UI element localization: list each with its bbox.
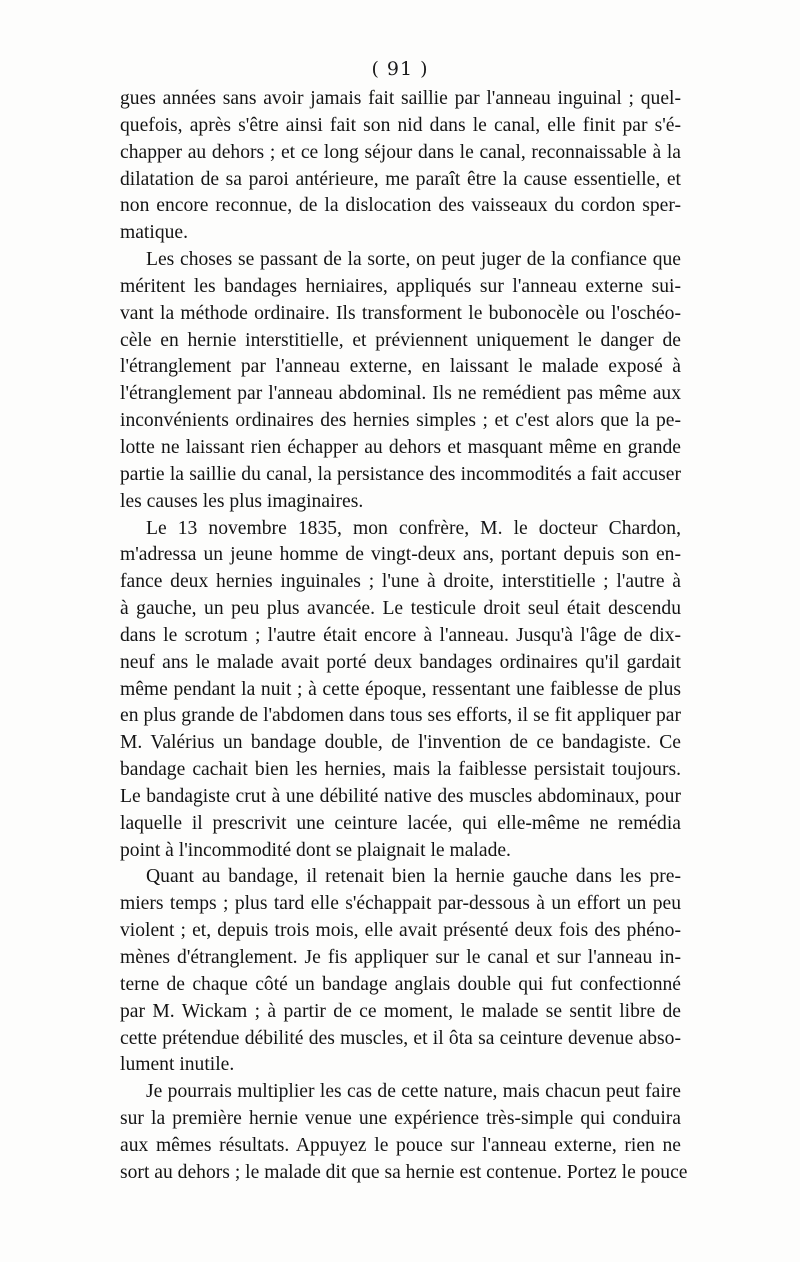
text-line: Quant au bandage, il retenait bien la hernie gauche dans les pre- xyxy=(146,866,681,888)
text-line: mènes d'étranglement. Je fis appliquer sur le canal et sur l'anneau in- xyxy=(120,947,681,968)
paragraph xyxy=(120,86,681,247)
text-line: méritent les bandages herniaires, appliqués sur l'anneau externe sui- xyxy=(120,275,681,297)
text-line: neuf ans le malade avait porté deux bandages ordinaires qu'il gardait xyxy=(120,651,681,673)
text-line: sur la première hernie venue une expérience très-simple qui conduira xyxy=(120,1108,681,1130)
text-line: l'étranglement par l'anneau abdominal. Ils ne remédient pas même aux xyxy=(120,383,681,405)
text-line: sort au dehors ; le malade dit que sa hernie est contenue. Portez le pouce xyxy=(120,1161,688,1183)
text-line: même pendant la nuit ; à cette époque, ressentant une faiblesse de plus xyxy=(120,678,681,700)
text-line: cette prétendue débilité des muscles, et il ôta sa ceinture devenue abso- xyxy=(120,1027,681,1049)
text-line: miers temps ; plus tard elle s'échappait par-dessous à un effort un peu xyxy=(120,893,681,915)
text-line: Le 13 novembre 1835, mon confrère, M. le docteur Chardon, xyxy=(146,517,681,539)
text-line: lument inutile. xyxy=(120,1054,235,1076)
text-line: fance deux hernies inguinales ; l'une à droite, interstitielle ; l'autre à xyxy=(120,571,681,593)
text-line: terne de chaque côté un bandage anglais double qui fut confectionné xyxy=(120,973,681,995)
text-line: violent ; et, depuis trois mois, elle avait présenté deux fois des phéno- xyxy=(120,920,681,942)
paragraph xyxy=(120,1079,688,1186)
paragraph xyxy=(120,516,681,865)
text-line: matique. xyxy=(120,222,189,244)
text-line: partie la saillie du canal, la persistance des incommodités a fait accuser xyxy=(120,463,681,485)
text-line: inconvénients ordinaires des hernies simples ; et c'est alors que la pe- xyxy=(120,410,681,432)
text-line: chapper au dehors ; et ce long séjour dans le canal, reconnaissable à la xyxy=(120,141,681,163)
text-line: m'adressa un jeune homme de vingt-deux ans, portant depuis son en- xyxy=(120,544,681,566)
text-line: bandage cachait bien les hernies, mais la faiblesse persistait toujours. xyxy=(120,759,681,781)
text-line: en plus grande de l'abdomen dans tous ses efforts, il se fit appliquer par xyxy=(120,705,681,727)
text-line: cèle en hernie interstitielle, et préviennent uniquement le danger de xyxy=(120,329,681,351)
text-line: Le bandagiste crut à une débilité native des muscles abdominaux, pour xyxy=(120,785,681,807)
text-line: l'étranglement par l'anneau externe, en laissant le malade exposé à xyxy=(120,356,681,378)
page-number: ( 91 ) xyxy=(371,58,429,80)
text-line: par M. Wickam ; à partir de ce moment, le malade se sentit libre de xyxy=(120,1000,681,1022)
text-line: laquelle il prescrivit une ceinture lacée, qui elle-même ne remédia xyxy=(120,812,681,834)
body-text xyxy=(120,86,688,1187)
text-line: point à l'incommodité dont se plaignait le malade. xyxy=(120,839,511,861)
paragraph xyxy=(120,864,681,1079)
text-line: aux mêmes résultats. Appuyez le pouce sur l'anneau externe, rien ne xyxy=(120,1134,681,1156)
text-line: dans le scrotum ; l'autre était encore à l'anneau. Jusqu'à l'âge de dix- xyxy=(120,624,681,646)
text-line: quefois, après s'être ainsi fait son nid dans le canal, elle finit par s'é- xyxy=(120,114,681,136)
text-line: Je pourrais multiplier les cas de cette nature, mais chacun peut faire xyxy=(146,1081,681,1103)
text-line: gues années sans avoir jamais fait saillie par l'anneau inguinal ; quel- xyxy=(120,88,681,109)
text-line: les causes les plus imaginaires. xyxy=(120,490,364,512)
text-line: à gauche, un peu plus avancée. Le testicule droit seul était descendu xyxy=(120,598,681,620)
text-line: dilatation de sa paroi antérieure, me paraît être la cause essentielle, et xyxy=(120,168,681,190)
text-line: Les choses se passant de la sorte, on peut juger de la confiance que xyxy=(146,249,681,271)
text-line: M. Valérius un bandage double, de l'invention de ce bandagiste. Ce xyxy=(120,732,681,754)
text-line: vant la méthode ordinaire. Ils transforment le bubonocèle ou l'oschéo- xyxy=(120,302,681,324)
text-line: lotte ne laissant rien échapper au dehors et masquant même en grande xyxy=(120,436,681,458)
paragraph xyxy=(120,247,681,515)
text-line: non encore reconnue, de la dislocation des vaisseaux du cordon sper- xyxy=(120,195,681,217)
